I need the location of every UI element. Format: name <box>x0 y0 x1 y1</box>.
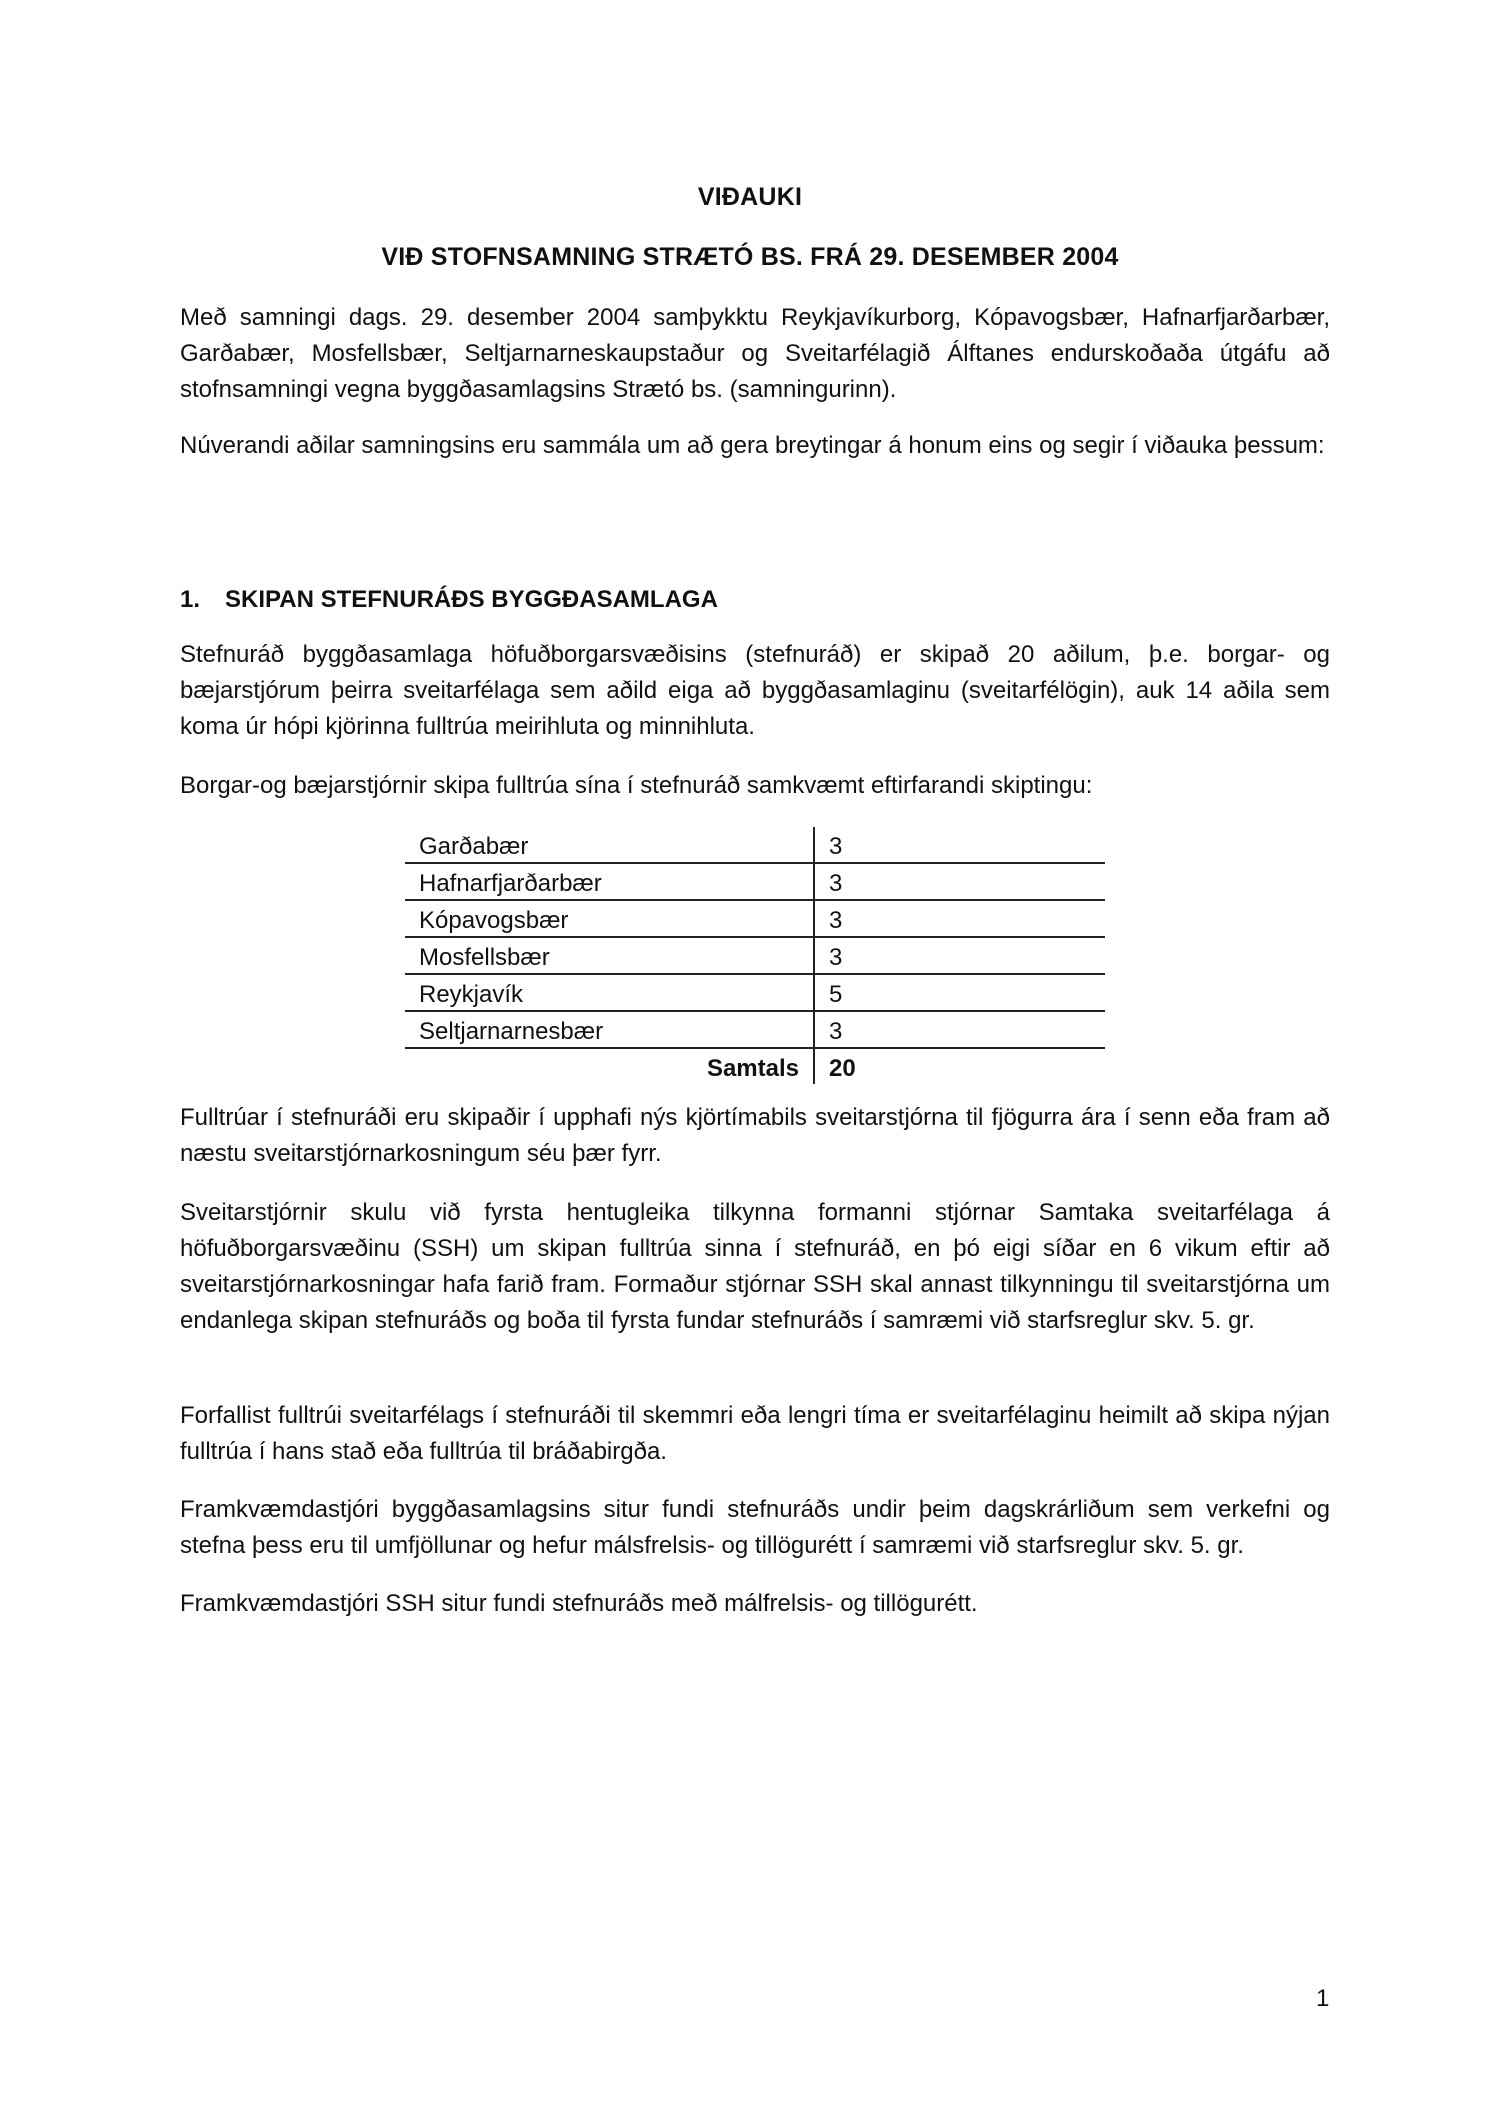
seat-count: 3 <box>814 863 1105 900</box>
municipality-name: Reykjavík <box>405 974 814 1011</box>
section-paragraph: Forfallist fulltrúi sveitarfélags í stefnuráði til skemmri eða lengri tíma er sveitarfélaginu heimilt að skipa nýjan fulltrúa í hans stað eða fulltrúa til bráðabirgða. <box>180 1402 1330 1465</box>
intro-paragraph: Með samningi dags. 29. desember 2004 samþykktu Reykjavíkurborg, Kópavogsbær, Hafnarfjarðarbær, Garðabær, Mosfellsbær, Seltjarnarneskaupstaður og Sveitarfélagið Álftanes endurskoðaða útgáfu að stofnsamningi vegna byggðasamlagsins Strætó bs. (samningurinn). <box>180 304 1330 403</box>
seat-count: 5 <box>814 974 1105 1011</box>
table-row <box>405 1011 1105 1048</box>
total-value: 20 <box>814 1048 1105 1084</box>
table-row <box>405 937 1105 974</box>
table-total-row <box>405 1048 1105 1084</box>
seat-count: 3 <box>814 937 1105 974</box>
municipality-name: Hafnarfjarðarbær <box>405 863 814 900</box>
seat-count: 3 <box>814 1011 1105 1048</box>
municipality-name: Kópavogsbær <box>405 900 814 937</box>
table-row <box>405 900 1105 937</box>
section-paragraph: Fulltrúar í stefnuráði eru skipaðir í upphafi nýs kjörtímabils sveitarstjórna til fjögurra ára í senn eða fram að næstu sveitarstjórnarkosningum séu þær fyrr. <box>180 1104 1330 1167</box>
municipality-name: Seltjarnarnesbær <box>405 1011 814 1048</box>
section-heading-text: SKIPAN STEFNURÁÐS BYGGÐASAMLAGA <box>225 586 718 613</box>
table-row <box>405 827 1105 863</box>
section-paragraph: Borgar-og bæjarstjórnir skipa fulltrúa sína í stefnuráð samkvæmt eftirfarandi skiptingu: <box>180 772 1093 799</box>
municipality-name: Mosfellsbær <box>405 937 814 974</box>
municipality-name: Garðabær <box>405 827 814 863</box>
total-label: Samtals <box>706 1055 799 1082</box>
table-row <box>405 974 1105 1011</box>
allocation-table <box>405 827 1105 1084</box>
table-row <box>405 863 1105 900</box>
section-paragraph: Framkvæmdastjóri SSH situr fundi stefnuráðs með málfrelsis- og tillögurétt. <box>180 1590 978 1617</box>
section-heading <box>180 586 718 614</box>
section-paragraph: Stefnuráð byggðasamlaga höfuðborgarsvæðisins (stefnuráð) er skipað 20 aðilum, þ.e. borgar- og bæjarstjórum þeirra sveitarfélaga sem aðild eiga að byggðasamlaginu (sveitarfélögin), auk 14 aðila sem koma úr hópi kjörinna fulltrúa meirihluta og minnihluta. <box>180 641 1330 740</box>
document-subtitle: VIÐ STOFNSAMNING STRÆTÓ BS. FRÁ 29. DESEMBER 2004 <box>381 243 1119 271</box>
intro-paragraph: Núverandi aðilar samningsins eru sammála um að gera breytingar á honum eins og segir í viðauka þessum: <box>180 432 1325 459</box>
section-paragraph: Sveitarstjórnir skulu við fyrsta hentugleika tilkynna formanni stjórnar Samtaka sveitarfélaga á höfuðborgarsvæðinu (SSH) um skipan fulltrúa sinna í stefnuráð, en þó eigi síðar en 6 vikum eftir að sveitarstjórnarkosningar hafa farið fram. Formaður stjórnar SSH skal annast tilkynningu til sveitarstjórna um endanlega skipan stefnuráðs og boða til fyrsta fundar stefnuráðs í samræmi við starfsreglur skv. 5. gr. <box>180 1199 1330 1334</box>
seat-count: 3 <box>814 827 1105 863</box>
section-number: 1. <box>180 586 201 613</box>
section-paragraph: Framkvæmdastjóri byggðasamlagsins situr fundi stefnuráðs undir þeim dagskrárliðum sem verkefni og stefna þess eru til umfjöllunar og hefur málsfrelsis- og tillögurétt í samræmi við starfsreglur skv. 5. gr. <box>180 1496 1330 1559</box>
document-title: VIÐAUKI <box>697 183 803 211</box>
seat-count: 3 <box>814 900 1105 937</box>
page-number: 1 <box>1316 1985 1330 2012</box>
